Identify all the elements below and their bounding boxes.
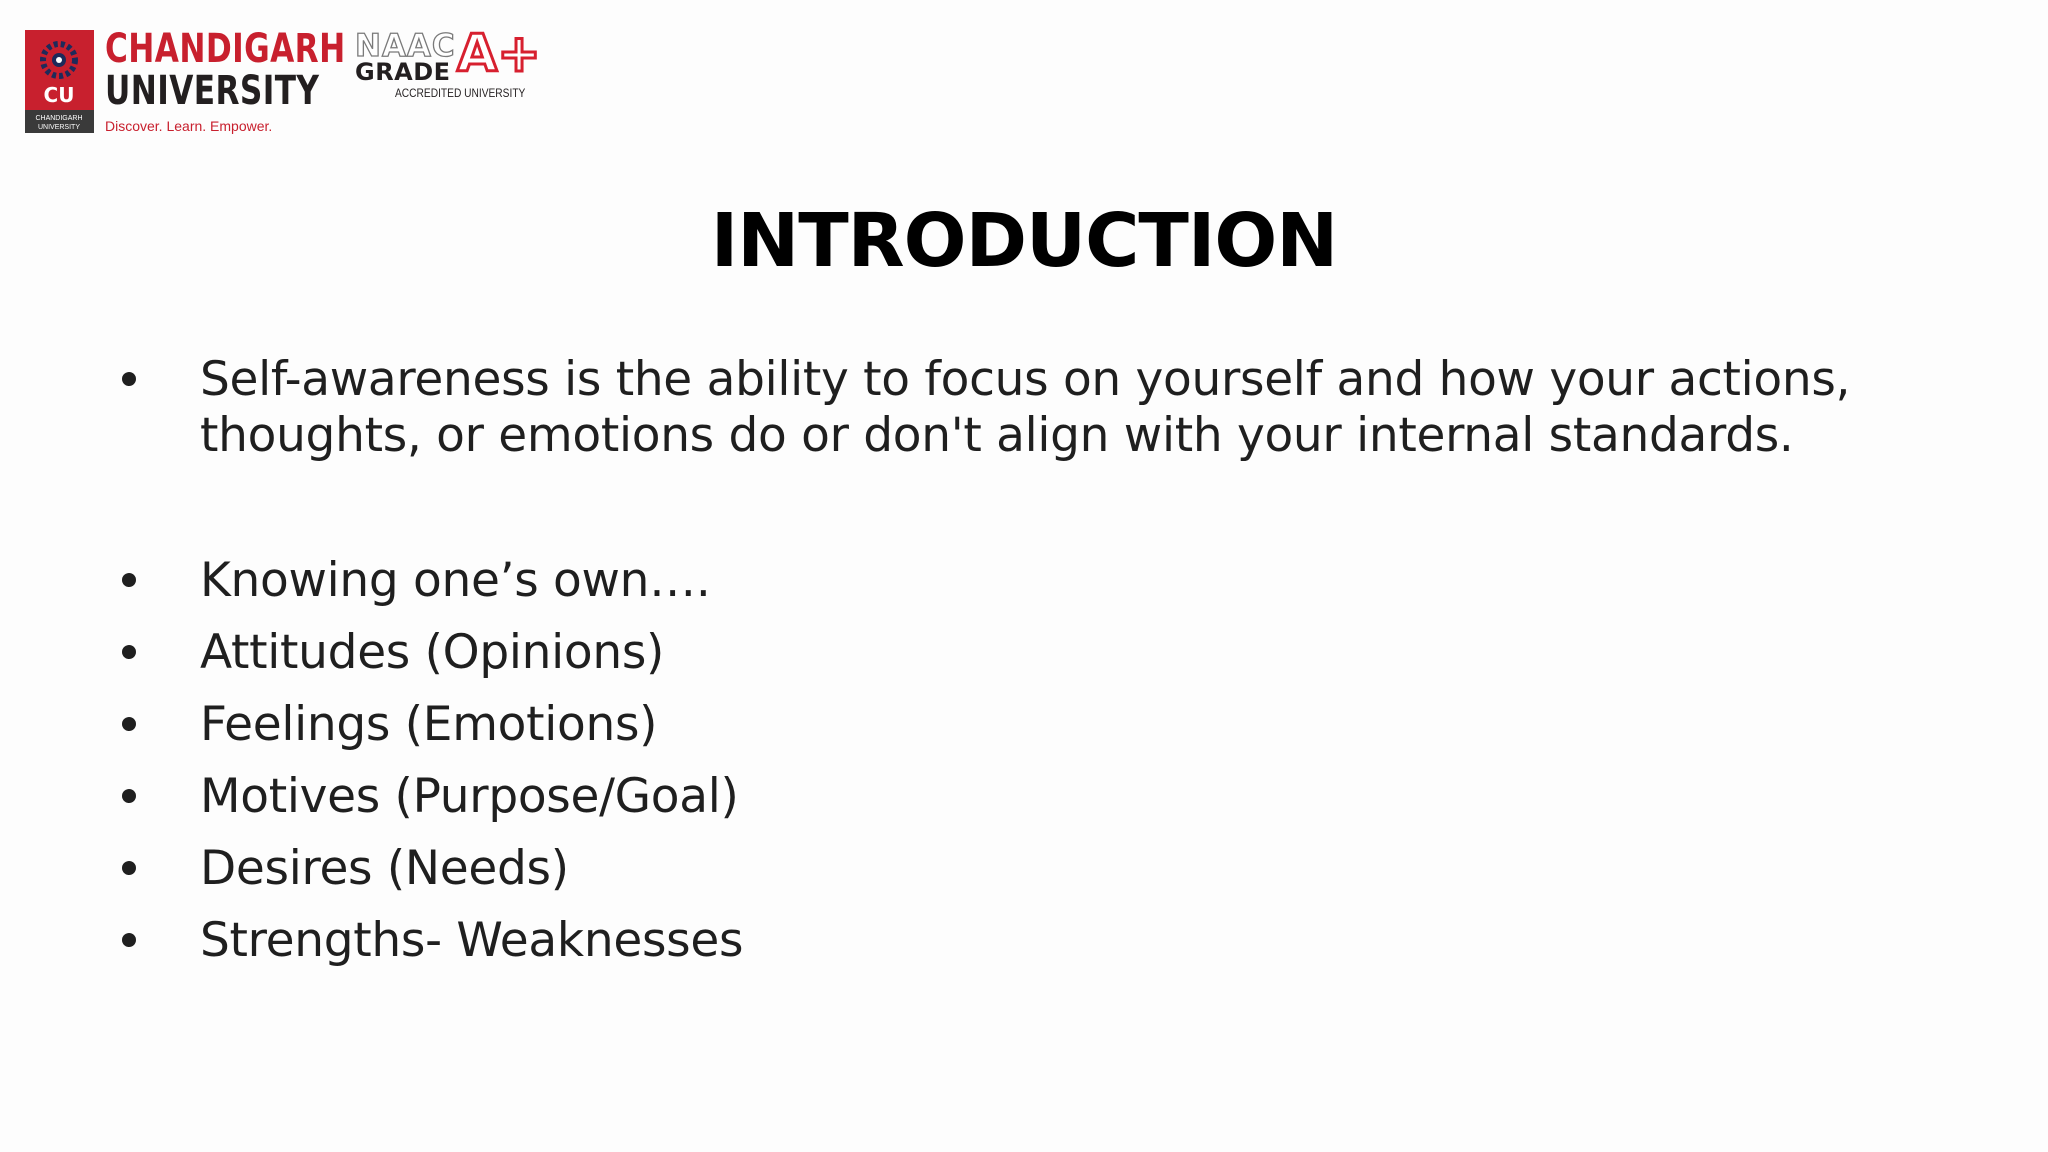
university-name-line1: CHANDIGARH <box>105 26 346 72</box>
cu-emblem-caption-2: UNIVERSITY <box>37 124 81 131</box>
cu-emblem-text: CU <box>43 83 75 107</box>
cu-emblem-caption-1: CHANDIGARH <box>35 115 83 122</box>
bullet-dot-icon <box>122 717 136 731</box>
naac-accreditation: ACCREDITED UNIVERSITY <box>395 86 526 100</box>
bullet-text: Knowing one’s own…. <box>200 553 711 608</box>
bullet-text: Desires (Needs) <box>200 841 569 896</box>
bullet-dot-icon <box>122 372 136 386</box>
naac-label: NAAC <box>355 28 456 64</box>
university-name <box>105 28 346 112</box>
university-tagline: Discover. Learn. Empower. <box>105 118 273 134</box>
bullet-text: Feelings (Emotions) <box>200 697 658 752</box>
bullet-dot-icon <box>122 645 136 659</box>
bullet-text: Strengths- Weaknesses <box>200 913 744 968</box>
naac-grade-label: GRADE <box>355 58 451 86</box>
slide-title: INTRODUCTION <box>710 198 1338 284</box>
bullet-text: Motives (Purpose/Goal) <box>200 769 739 824</box>
cu-emblem-icon <box>25 30 94 133</box>
bullet-text: Self-awareness is the ability to focus on yourself and how your actions, thoughts, or emotions do or don't align with your internal standards. <box>200 352 1851 463</box>
naac-grade-value: A+ <box>457 24 541 84</box>
bullet-dot-icon <box>122 933 136 947</box>
bullet-dot-icon <box>122 789 136 803</box>
naac-grade-badge <box>355 24 541 108</box>
university-name-line2: UNIVERSITY <box>105 68 320 114</box>
bullet-dot-icon <box>122 861 136 875</box>
bullet-text: Attitudes (Opinions) <box>200 625 665 680</box>
bullet-dot-icon <box>122 573 136 587</box>
chandigarh-university-logo <box>25 26 346 138</box>
